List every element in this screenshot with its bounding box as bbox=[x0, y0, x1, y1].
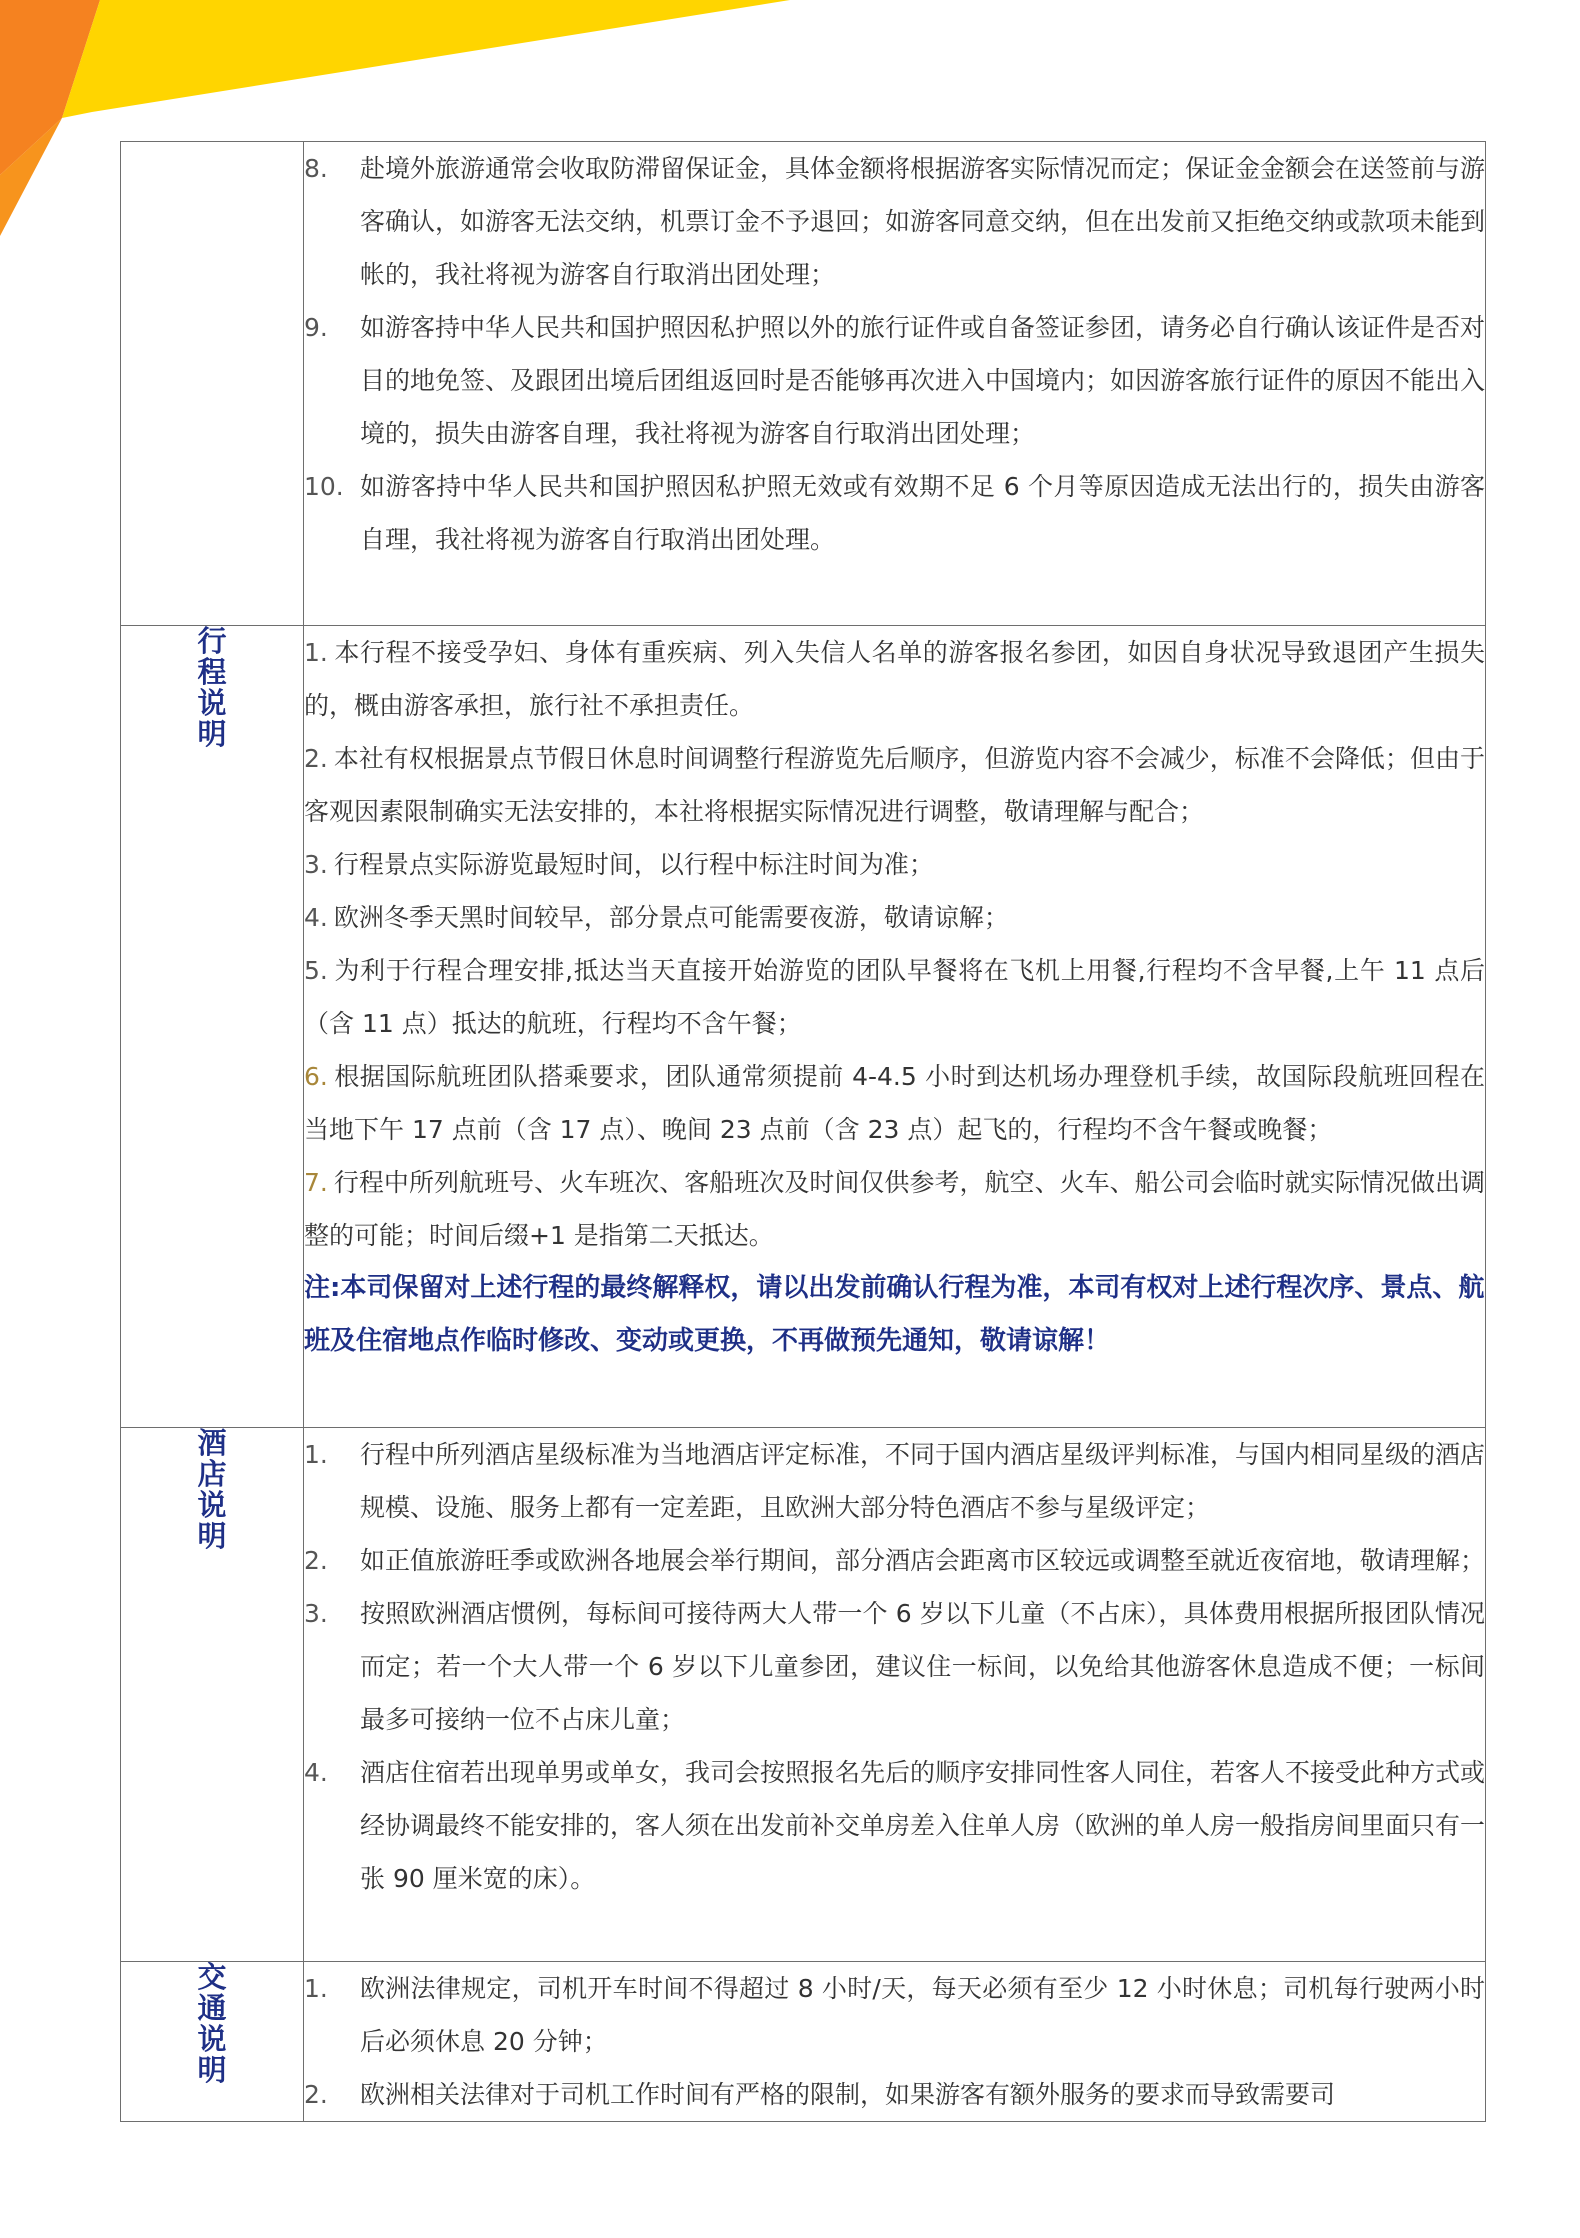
list-item bbox=[304, 2068, 1485, 2121]
list-item bbox=[304, 1156, 1485, 1262]
item-text: 如游客持中华人民共和国护照因私护照无效或有效期不足 6 个月等原因造成无法出行的，损失由游客自理，我社将视为游客自行取消出团处理。 bbox=[360, 472, 1485, 554]
section-content bbox=[304, 626, 1486, 1428]
item-text: 如正值旅游旺季或欧洲各地展会举行期间，部分酒店会距离市区较远或调整至就近夜宿地，敬请理解； bbox=[360, 1546, 1486, 1575]
item-number: 1. bbox=[304, 1440, 328, 1469]
section-label-cell bbox=[121, 1428, 304, 1962]
item-text: 本行程不接受孕妇、身体有重疾病、列入失信人名单的游客报名参团，如因自身状况导致退团产生损失的，概由游客承担，旅行社不承担责任。 bbox=[304, 638, 1485, 720]
yellow-shape bbox=[62, 0, 790, 118]
item-text: 酒店住宿若出现单男或单女，我司会按照报名先后的顺序安排同性客人同住，若客人不接受此种方式或经协调最终不能安排的，客人须在出发前补交单房差入住单人房（欧洲的单人房一般指房间里面只有一张 90 厘米宽的床）。 bbox=[360, 1758, 1486, 1893]
list-item bbox=[304, 626, 1485, 732]
orange-shape bbox=[0, 0, 100, 175]
item-number: 2. bbox=[304, 2080, 328, 2109]
section-content bbox=[304, 1962, 1486, 2122]
item-number: 2. bbox=[304, 744, 328, 773]
item-number: 6. bbox=[304, 1062, 328, 1091]
section-label: 交通说明 bbox=[197, 1960, 227, 2087]
list-item bbox=[304, 1050, 1485, 1156]
item-number: 5. bbox=[304, 956, 328, 985]
item-number: 1. bbox=[304, 638, 328, 667]
list-item bbox=[304, 142, 1485, 301]
section-content bbox=[304, 1428, 1486, 1962]
list-item bbox=[304, 891, 1485, 944]
item-number: 8. bbox=[304, 154, 328, 183]
section-label-cell bbox=[121, 142, 304, 626]
item-number: 4. bbox=[304, 903, 328, 932]
section-row-transport bbox=[121, 1962, 1486, 2122]
item-text: 按照欧洲酒店惯例，每标间可接待两大人带一个 6 岁以下儿童（不占床），具体费用根据所报团队情况而定；若一个大人带一个 6 岁以下儿童参团，建议住一标间，以免给其他游客休息造成不便；一标间最多可接纳一位不占床儿童； bbox=[360, 1599, 1485, 1734]
section-row bbox=[121, 142, 1486, 626]
item-text: 行程中所列航班号、火车班次、客船班次及时间仅供参考，航空、火车、船公司会临时就实际情况做出调整的可能；时间后缀+1 是指第二天抵达。 bbox=[304, 1168, 1485, 1250]
section-label-cell bbox=[121, 626, 304, 1428]
list-item bbox=[304, 838, 1485, 891]
orange-shape-lower bbox=[0, 118, 62, 236]
section-row-itinerary bbox=[121, 626, 1486, 1428]
section-label: 酒店说明 bbox=[197, 1426, 227, 1553]
list-item bbox=[304, 301, 1485, 460]
item-number: 1. bbox=[304, 1974, 328, 2003]
item-text: 赴境外旅游通常会收取防滞留保证金，具体金额将根据游客实际情况而定；保证金金额会在送签前与游客确认，如游客无法交纳，机票订金不予退回；如游客同意交纳，但在出发前又拒绝交纳或款项未能到帐的，我社将视为游客自行取消出团处理； bbox=[360, 154, 1486, 289]
list-item bbox=[304, 1746, 1485, 1905]
item-number: 3. bbox=[304, 850, 328, 879]
itinerary-note: 注:本司保留对上述行程的最终解释权，请以出发前确认行程为准，本司有权对上述行程次序、景点、航班及住宿地点作临时修改、变动或更换，不再做预先通知，敬请谅解！ bbox=[304, 1273, 1485, 1356]
info-table bbox=[120, 141, 1486, 2122]
item-text: 根据国际航班团队搭乘要求，团队通常须提前 4-4.5 小时到达机场办理登机手续，故国际段航班回程在当地下午 17 点前（含 17 点）、晚间 23 点前（含 23 点）起飞的，行程均不含午餐或晚餐； bbox=[304, 1062, 1485, 1144]
item-number: 7. bbox=[304, 1168, 328, 1197]
item-number: 9. bbox=[304, 313, 328, 342]
list-item bbox=[304, 732, 1485, 838]
section-label-cell bbox=[121, 1962, 304, 2122]
list-item bbox=[304, 1428, 1485, 1534]
section-label: 行程说明 bbox=[197, 624, 227, 751]
item-text: 欧洲相关法律对于司机工作时间有严格的限制，如果游客有额外服务的要求而导致需要司 bbox=[360, 2080, 1336, 2109]
list-item bbox=[304, 460, 1485, 566]
item-text: 本社有权根据景点节假日休息时间调整行程游览先后顺序，但游览内容不会减少，标准不会降低；但由于客观因素限制确实无法安排的，本社将根据实际情况进行调整，敬请理解与配合； bbox=[304, 744, 1485, 826]
item-text: 行程中所列酒店星级标准为当地酒店评定标准，不同于国内酒店星级评判标准，与国内相同星级的酒店规模、设施、服务上都有一定差距，且欧洲大部分特色酒店不参与星级评定； bbox=[360, 1440, 1486, 1522]
section-row-hotel bbox=[121, 1428, 1486, 1962]
item-text: 行程景点实际游览最短时间，以行程中标注时间为准； bbox=[333, 850, 934, 879]
item-number: 10. bbox=[304, 472, 344, 501]
list-item bbox=[304, 944, 1485, 1050]
list-item bbox=[304, 1587, 1485, 1746]
item-number: 4. bbox=[304, 1758, 328, 1787]
item-number: 2. bbox=[304, 1546, 328, 1575]
item-text: 欧洲冬季天黑时间较早，部分景点可能需要夜游，敬请谅解； bbox=[333, 903, 1009, 932]
section-content bbox=[304, 142, 1486, 626]
item-text: 为利于行程合理安排,抵达当天直接开始游览的团队早餐将在飞机上用餐,行程均不含早餐,上午 11 点后（含 11 点）抵达的航班，行程均不含午餐； bbox=[304, 956, 1485, 1038]
item-number: 3. bbox=[304, 1599, 328, 1628]
item-text: 欧洲法律规定，司机开车时间不得超过 8 小时/天，每天必须有至少 12 小时休息；司机每行驶两小时后必须休息 20 分钟； bbox=[360, 1974, 1485, 2056]
item-text: 如游客持中华人民共和国护照因私护照以外的旅行证件或自备签证参团，请务必自行确认该证件是否对目的地免签、及跟团出境后团组返回时是否能够再次进入中国境内；如因游客旅行证件的原因不能出入境的，损失由游客自理，我社将视为游客自行取消出团处理； bbox=[360, 313, 1486, 448]
list-item bbox=[304, 1534, 1485, 1587]
list-item bbox=[304, 1962, 1485, 2068]
